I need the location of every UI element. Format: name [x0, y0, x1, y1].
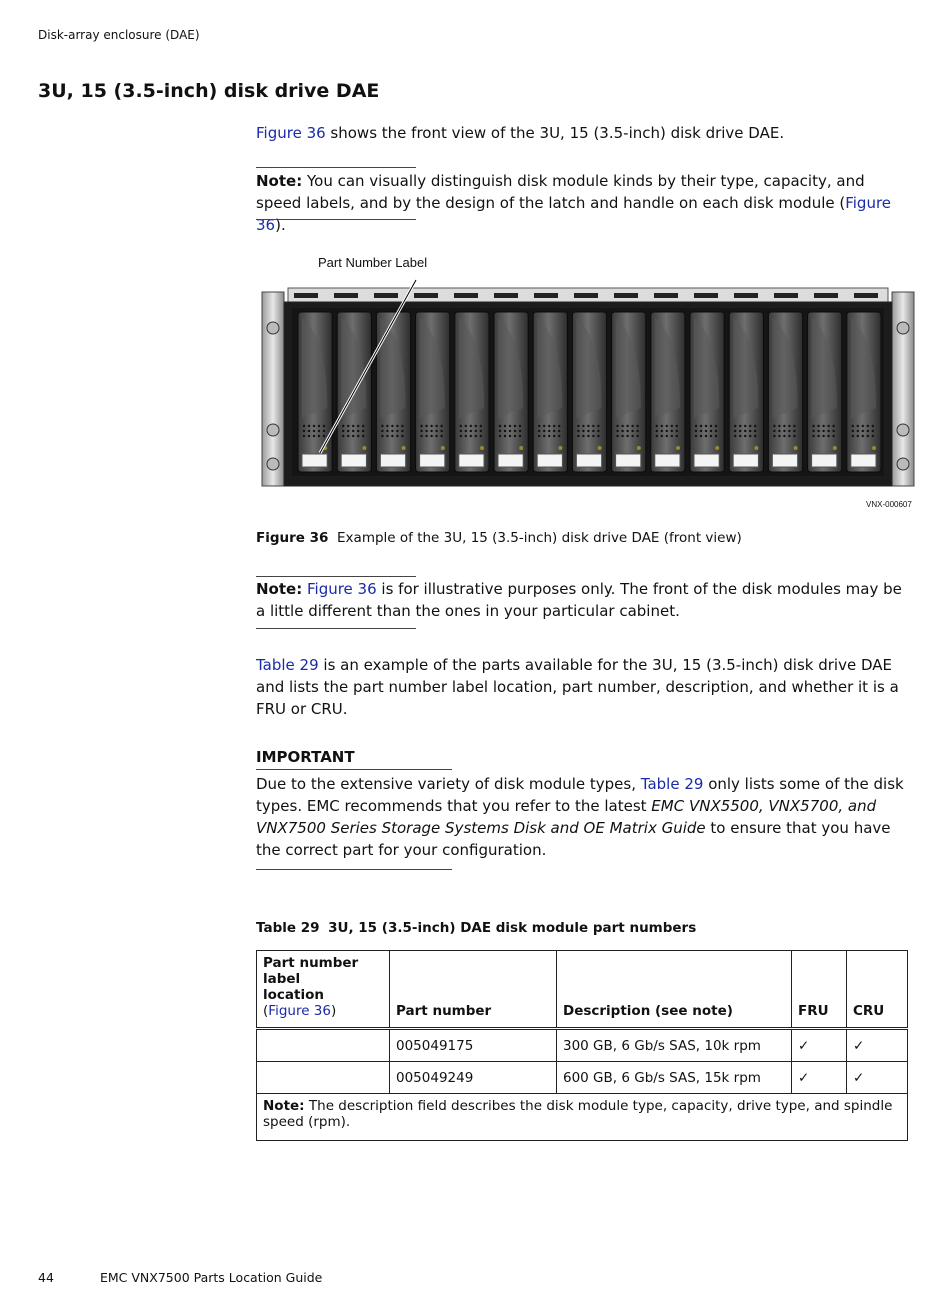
page-number: 44 [38, 1270, 54, 1285]
cell-fru-check: ✓ [792, 1062, 847, 1094]
cell-part-number: 005049249 [390, 1062, 557, 1094]
important-text-part: to ensure that you have the correct part for your configuration. [256, 819, 891, 859]
important-heading: IMPORTANT [256, 748, 355, 766]
figure-36-link[interactable]: Figure 36 [256, 124, 326, 142]
part-numbers-table [256, 950, 908, 1141]
header-location [257, 951, 390, 1029]
important-text [256, 773, 908, 861]
disk-module [298, 312, 332, 472]
header-part-number: Part number [390, 951, 557, 1029]
header-paren: ( [263, 1003, 269, 1019]
part-number-label-callout: Part Number Label [318, 255, 428, 270]
disk-module [612, 312, 646, 472]
figure-caption-text: Example of the 3U, 15 (3.5-inch) disk drive DAE (front view) [337, 530, 742, 546]
table-row [257, 1029, 908, 1062]
header-fru: FRU [792, 951, 847, 1029]
important-text-part: Due to the extensive variety of disk module types, [256, 775, 641, 793]
table-header-row [257, 951, 908, 1029]
note-rule-bottom [256, 219, 416, 220]
important-rule-top [256, 769, 452, 770]
cell-location [257, 1029, 390, 1062]
intro-paragraph [256, 122, 908, 144]
figure-id: VNX-000607 [866, 500, 912, 509]
cell-description: 600 GB, 6 Gb/s SAS, 15k rpm [557, 1062, 792, 1094]
disk-module [729, 312, 763, 472]
table-29-link[interactable]: Table 29 [640, 775, 704, 793]
matrix-guide-title: EMC VNX5500, VNX5700, and VNX7500 Series Storage Systems Disk and OE Matrix Guide [256, 797, 877, 837]
header-location-line1: Part number label [263, 955, 359, 987]
figure-36-link[interactable]: Figure 36 [256, 194, 892, 234]
table-caption-text: 3U, 15 (3.5-inch) DAE disk module part numbers [328, 920, 697, 936]
table-row [257, 1062, 908, 1094]
disk-module [808, 312, 842, 472]
table-caption-label: Table 29 [256, 920, 320, 936]
intro-text: shows the front view of the 3U, 15 (3.5-inch) disk drive DAE. [325, 124, 785, 142]
disk-module [572, 312, 606, 472]
header-cru: CRU [847, 951, 908, 1029]
note-rule-top [256, 167, 416, 168]
dae-front-view-illustration [260, 278, 916, 490]
note-1-tail: ). [275, 216, 286, 234]
cell-cru-check: ✓ [847, 1062, 908, 1094]
figure-36-link[interactable]: Figure 36 [306, 580, 377, 598]
cell-location [257, 1062, 390, 1094]
note-1-text: You can visually distinguish disk module kinds by their type, capacity, and speed labels, and by the design of the latch and handle on each disk module ( [256, 172, 865, 212]
table-intro-text: is an example of the parts available for the 3U, 15 (3.5-inch) disk drive DAE and lists the part number label location, part number, description, and whether it is a FRU or CRU. [256, 656, 899, 718]
note-1 [256, 170, 908, 236]
figure-36-link[interactable]: Figure 36 [268, 1003, 331, 1019]
disk-module [455, 312, 489, 472]
note-label: Note: [263, 1098, 305, 1114]
disk-module [416, 312, 450, 472]
note-label: Note: [256, 580, 303, 598]
footer-doc-title: EMC VNX7500 Parts Location Guide [100, 1270, 323, 1285]
table-note-text: The description field describes the disk module type, capacity, drive type, and spindle speed (rpm). [263, 1098, 893, 1130]
note-2 [256, 578, 908, 622]
note-rule-bottom [256, 628, 416, 629]
table-note-row [257, 1094, 908, 1141]
cell-cru-check: ✓ [847, 1029, 908, 1062]
disk-module [690, 312, 724, 472]
disk-module [651, 312, 685, 472]
figure-caption-label: Figure 36 [256, 530, 329, 546]
header-description: Description (see note) [557, 951, 792, 1029]
note-rule-top [256, 576, 416, 577]
disk-module [494, 312, 528, 472]
header-paren: ) [330, 1003, 337, 1019]
running-header: Disk-array enclosure (DAE) [38, 28, 200, 42]
cell-part-number: 005049175 [390, 1029, 557, 1062]
disk-module [768, 312, 802, 472]
table-note [257, 1094, 908, 1141]
cell-description: 300 GB, 6 Gb/s SAS, 10k rpm [557, 1029, 792, 1062]
important-rule-bottom [256, 869, 452, 870]
disk-module [847, 312, 881, 472]
cell-fru-check: ✓ [792, 1029, 847, 1062]
table-29-link[interactable]: Table 29 [256, 656, 319, 674]
note-label: Note: [256, 172, 303, 190]
table-intro-paragraph [256, 654, 908, 720]
table-caption [256, 920, 696, 936]
section-title: 3U, 15 (3.5-inch) disk drive DAE [38, 80, 380, 102]
figure-caption [256, 530, 742, 546]
note-2-text: is for illustrative purposes only. The front of the disk modules may be a little different than the ones in your particular cabinet. [256, 580, 902, 620]
disk-module [533, 312, 567, 472]
header-location-line2: location [263, 987, 324, 1003]
disk-module [376, 312, 410, 472]
important-text-part: only lists some of the disk types. EMC recommends that you refer to the latest [256, 775, 904, 815]
